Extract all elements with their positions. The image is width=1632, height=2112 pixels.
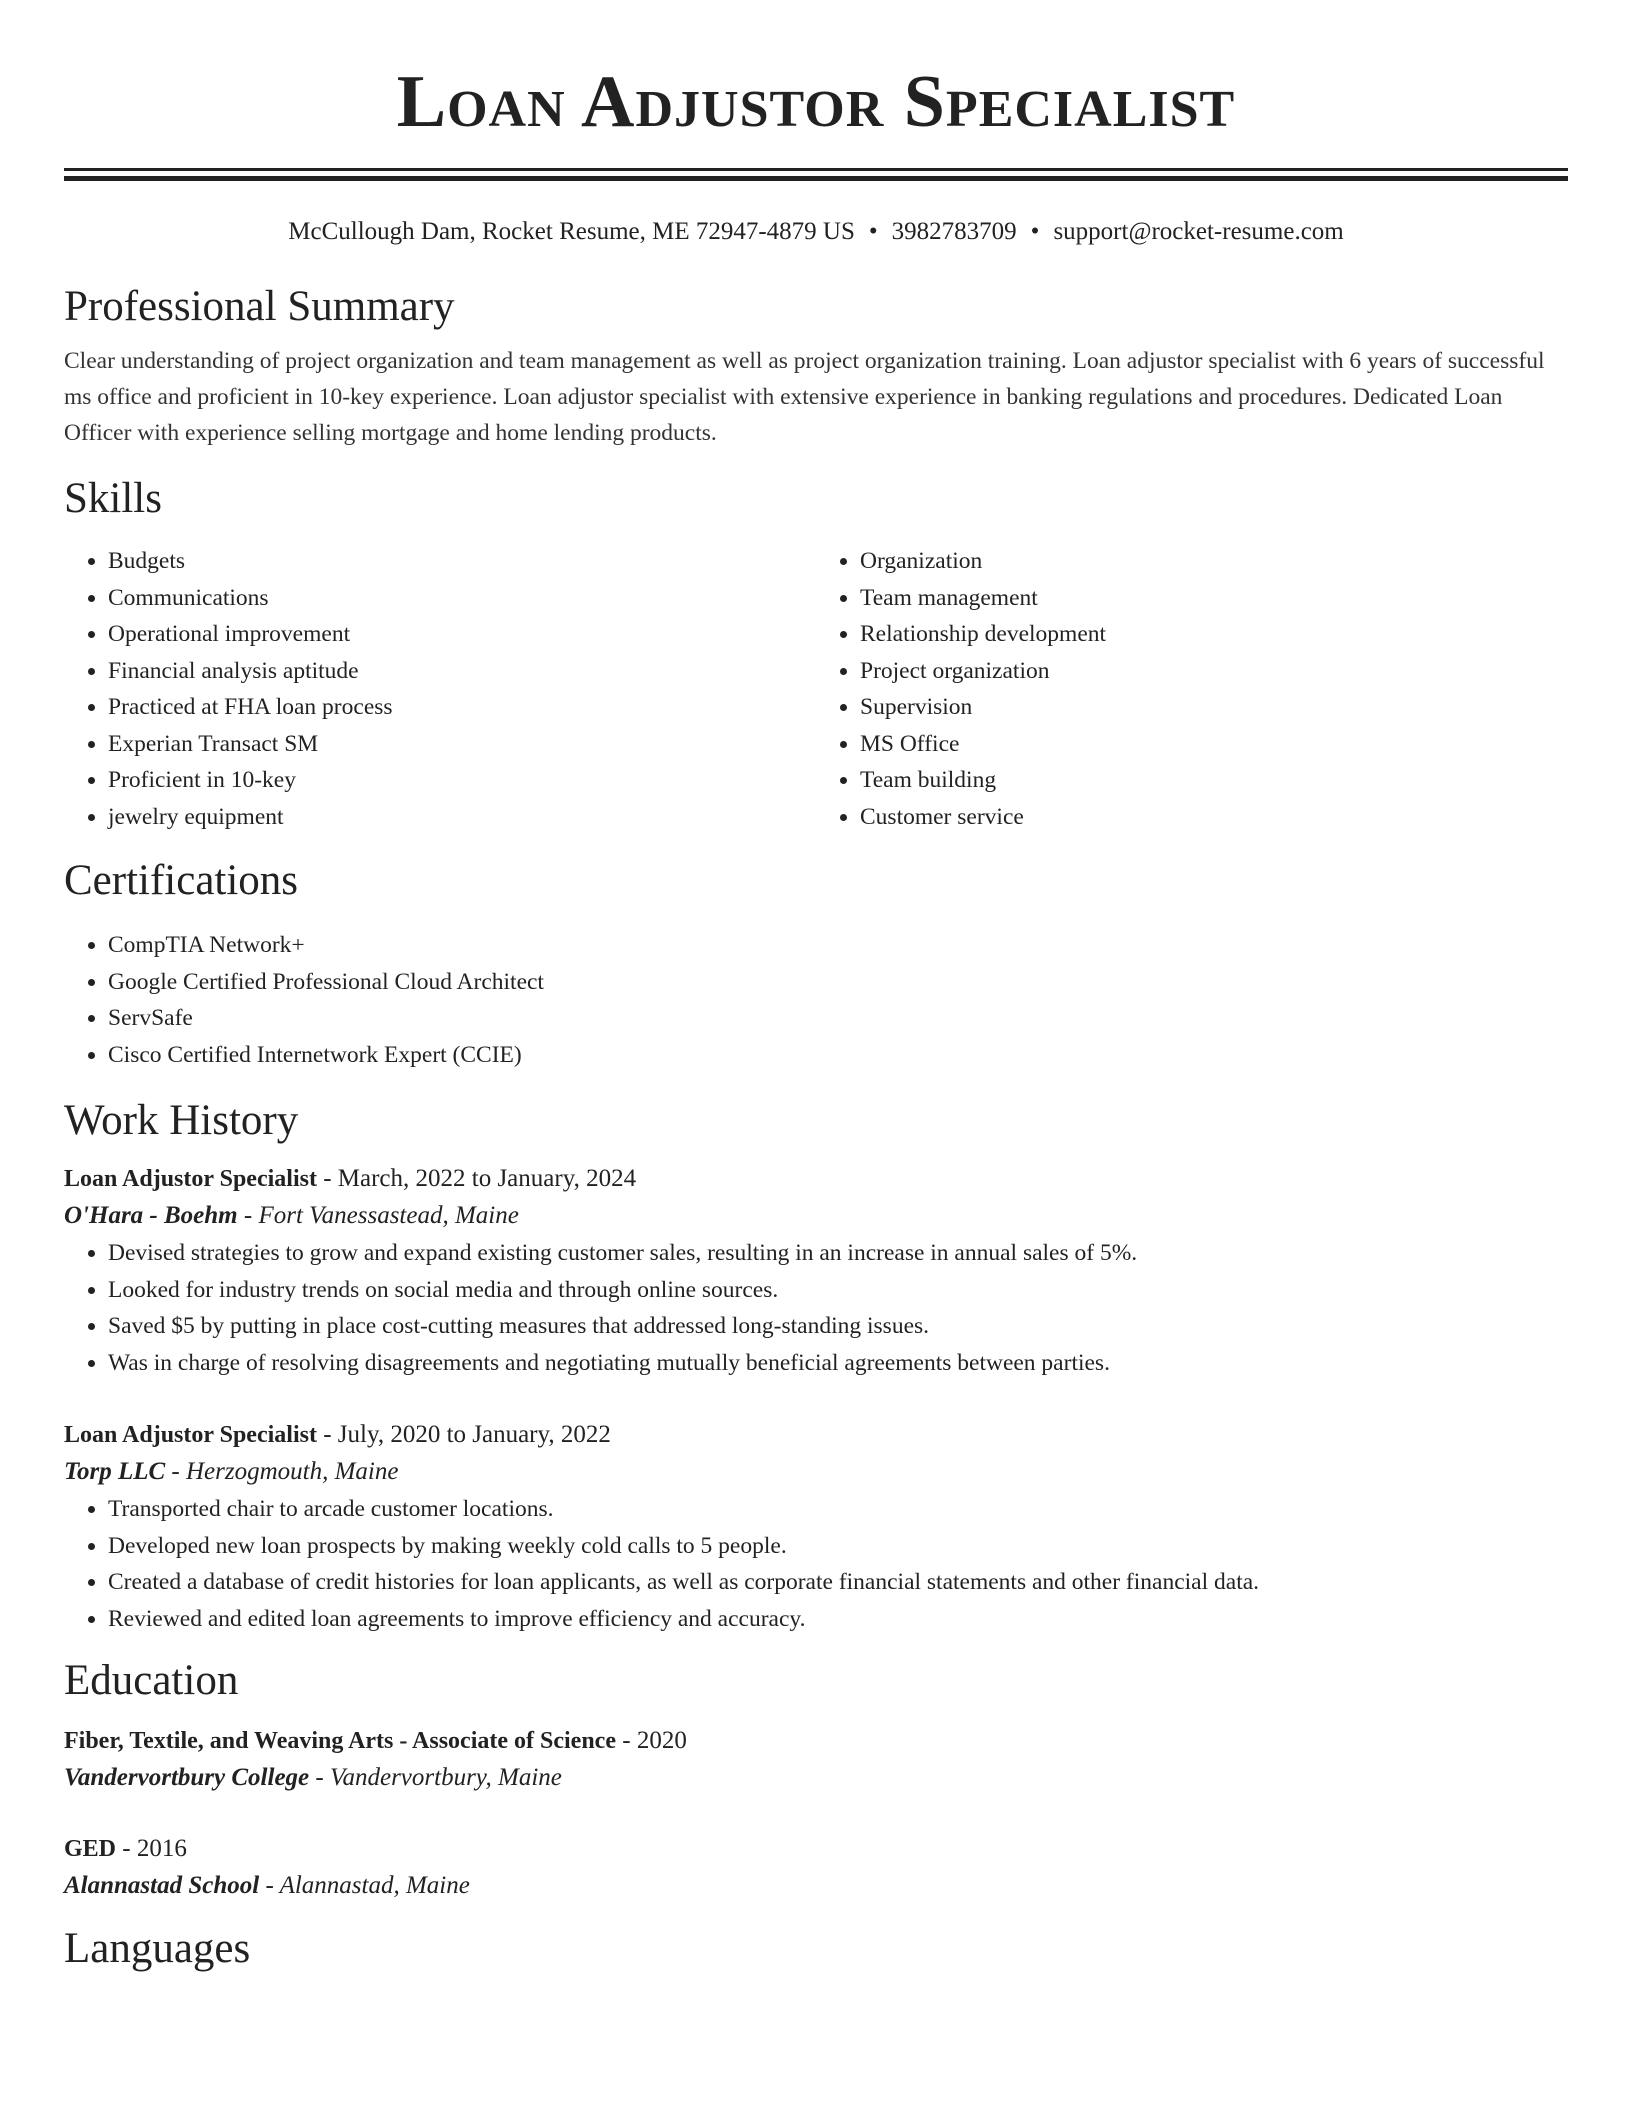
education-entry	[64, 1831, 1568, 1905]
education-school-line	[64, 1867, 1568, 1905]
skill-item: • Supervision	[860, 689, 1568, 726]
skill-item: • jewelry equipment	[108, 799, 816, 836]
skills-list	[64, 543, 1568, 835]
education-degree-line	[64, 1831, 1568, 1867]
job-employer-line	[64, 1453, 1568, 1491]
skills-heading: Skills	[64, 475, 162, 522]
education-entry	[64, 1723, 1568, 1797]
skill-item: • Operational improvement	[108, 616, 816, 653]
header-rule-top	[64, 168, 1568, 171]
job-title-line	[64, 1161, 1568, 1197]
job-duty: • Reviewed and edited loan agreements to improve efficiency and accuracy.	[108, 1601, 1568, 1638]
summary-heading: Professional Summary	[64, 283, 455, 330]
education-location: - Vandervortbury, Maine	[309, 1764, 562, 1791]
certification-item: • CompTIA Network+	[108, 927, 1568, 964]
education-heading: Education	[64, 1657, 239, 1704]
job-duty: • Created a database of credit histories for loan applicants, as well as corporate financial statements and other financial data.	[108, 1564, 1568, 1601]
contact-separator: •	[1030, 218, 1040, 245]
contact-separator: •	[868, 218, 878, 245]
job-entry	[64, 1417, 1568, 1637]
skill-item: • Organization	[860, 543, 1568, 580]
languages-heading: Languages	[64, 1925, 251, 1972]
education-degree: GED	[64, 1836, 117, 1862]
job-title: Loan Adjustor Specialist	[64, 1422, 317, 1448]
job-dates: - July, 2020 to January, 2022	[316, 1421, 611, 1448]
job-duty: • Was in charge of resolving disagreements and negotiating mutually beneficial agreements between parties.	[108, 1345, 1568, 1382]
certification-item: • Google Certified Professional Cloud Architect	[108, 964, 1568, 1001]
job-title: Loan Adjustor Specialist	[64, 1166, 317, 1192]
certifications-heading: Certifications	[64, 857, 299, 904]
education-degree-line	[64, 1723, 1568, 1759]
contact-line	[64, 217, 1568, 247]
job-duty: • Developed new loan prospects by making weekly cold calls to 5 people.	[108, 1528, 1568, 1565]
skill-item: • Proficient in 10-key	[108, 762, 816, 799]
job-duty: • Saved $5 by putting in place cost-cutting measures that addressed long-standing issues.	[108, 1308, 1568, 1345]
job-dates: - March, 2022 to January, 2024	[316, 1165, 637, 1192]
skill-item: • Budgets	[108, 543, 816, 580]
job-location: - Fort Vanessastead, Maine	[237, 1202, 519, 1229]
work-history-heading: Work History	[64, 1097, 299, 1144]
contact-address: McCullough Dam, Rocket Resume, ME 72947-4879 US	[288, 218, 855, 245]
skill-item: • Team management	[860, 580, 1568, 617]
job-company: Torp LLC	[64, 1458, 166, 1485]
job-employer-line	[64, 1197, 1568, 1235]
education-year: - 2020	[616, 1727, 687, 1754]
job-duty: • Transported chair to arcade customer locations.	[108, 1491, 1568, 1528]
job-company: O'Hara - Boehm	[64, 1202, 238, 1229]
skill-item: • MS Office	[860, 726, 1568, 763]
job-duties-list	[64, 1491, 1568, 1637]
education-school: Alannastad School	[64, 1872, 260, 1899]
job-duty: • Devised strategies to grow and expand existing customer sales, resulting in an increase in annual sales of 5%.	[108, 1235, 1568, 1272]
education-school: Vandervortbury College	[64, 1764, 310, 1791]
skill-item: • Team building	[860, 762, 1568, 799]
job-duties-list	[64, 1235, 1568, 1381]
summary-text: Clear understanding of project organization and team management as well as project organization training. Loan adjustor specialist with 6 years of successful ms office and proficient in 10-key experience. Loan adjustor specialist with extensive experience in banking regulations and procedures. Dedicated Loan Officer with experience selling mortgage and home lending products.	[64, 348, 1545, 446]
education-degree: Fiber, Textile, and Weaving Arts - Associate of Science	[64, 1728, 616, 1754]
certifications-list	[64, 927, 1568, 1073]
job-location: - Herzogmouth, Maine	[165, 1458, 399, 1485]
skill-item: • Financial analysis aptitude	[108, 653, 816, 690]
education-year: - 2016	[116, 1835, 187, 1862]
job-entry	[64, 1161, 1568, 1381]
header-rule-bottom	[64, 176, 1568, 181]
skill-item: • Experian Transact SM	[108, 726, 816, 763]
contact-phone: 3982783709	[891, 218, 1017, 245]
skills-column-right	[816, 543, 1568, 835]
candidate-name: Loan Adjustor Specialist	[396, 61, 1236, 143]
skills-column-left	[64, 543, 816, 835]
skill-item: • Customer service	[860, 799, 1568, 836]
contact-email: support@rocket-resume.com	[1053, 218, 1344, 245]
skill-item: • Practiced at FHA loan process	[108, 689, 816, 726]
skill-item: • Project organization	[860, 653, 1568, 690]
job-title-line	[64, 1417, 1568, 1453]
skill-item: • Communications	[108, 580, 816, 617]
skill-item: • Relationship development	[860, 616, 1568, 653]
certification-item: • Cisco Certified Internetwork Expert (CCIE)	[108, 1037, 1568, 1074]
job-duty: • Looked for industry trends on social media and through online sources.	[108, 1272, 1568, 1309]
certification-item: • ServSafe	[108, 1000, 1568, 1037]
education-location: - Alannastad, Maine	[259, 1872, 470, 1899]
education-school-line	[64, 1759, 1568, 1797]
